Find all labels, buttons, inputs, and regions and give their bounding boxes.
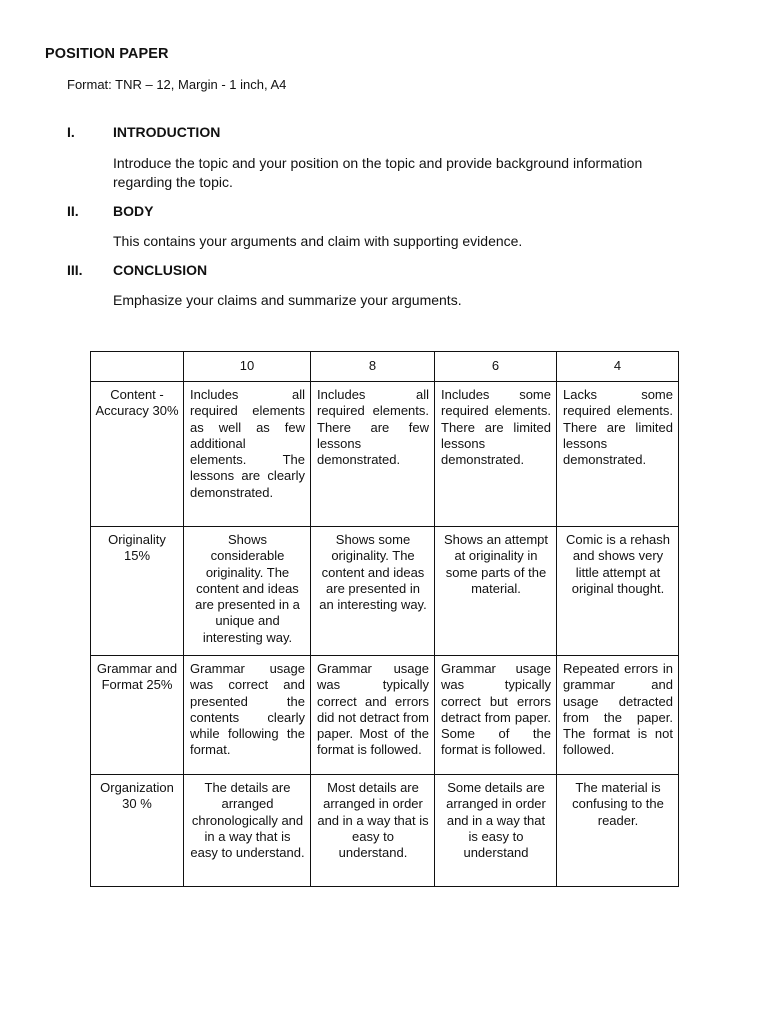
rubric-row-originality <box>91 527 679 656</box>
rubric-cell: Shows an attempt at originality in some parts of the material. <box>435 527 557 656</box>
rubric-criterion: Grammar and Format 25% <box>91 656 184 775</box>
rubric-cell: Includes all required elements as well as few additional elements. The lessons are clearly demonstrated. <box>184 382 311 527</box>
rubric-row-content-accuracy <box>91 382 679 527</box>
rubric-cell: Grammar usage was typically correct but errors detract from paper. Some of the format is followed. <box>435 656 557 775</box>
rubric-criterion: Originality 15% <box>91 527 184 656</box>
rubric-cell: Most details are arranged in order and in a way that is easy to understand. <box>311 775 435 887</box>
rubric-header-score-4: 4 <box>557 352 679 382</box>
rubric-cell: Includes some required elements. There are limited lessons demonstrated. <box>435 382 557 527</box>
format-note: Format: TNR – 12, Margin - 1 inch, A4 <box>67 77 287 92</box>
rubric-cell: Lacks some required elements. There are limited lessons demonstrated. <box>557 382 679 527</box>
rubric-table <box>90 351 679 887</box>
rubric-cell: Repeated errors in grammar and usage detracted from the paper. The format is not followed. <box>557 656 679 775</box>
rubric-row-organization <box>91 775 679 887</box>
rubric-criterion: Organization 30 % <box>91 775 184 887</box>
rubric-cell: Some details are arranged in order and in a way that is easy to understand <box>435 775 557 887</box>
rubric-cell: Shows considerable originality. The content and ideas are presented in a unique and interesting way. <box>184 527 311 656</box>
rubric-cell: Grammar usage was correct and presented the contents clearly while following the format. <box>184 656 311 775</box>
rubric-header-score-8: 8 <box>311 352 435 382</box>
rubric-criterion: Content - Accuracy 30% <box>91 382 184 527</box>
rubric-cell: Shows some originality. The content and ideas are presented in an interesting way. <box>311 527 435 656</box>
rubric-cell: Grammar usage was typically correct and errors did not detract from paper. Most of the format is followed. <box>311 656 435 775</box>
rubric-cell: The material is confusing to the reader. <box>557 775 679 887</box>
page-title: POSITION PAPER <box>45 46 169 62</box>
section-heading-conclusion: CONCLUSION <box>113 262 208 278</box>
section-body-body: This contains your arguments and claim with supporting evidence. <box>113 233 523 249</box>
rubric-header-score-6: 6 <box>435 352 557 382</box>
rubric-header-row <box>91 352 679 382</box>
section-body-conclusion: Emphasize your claims and summarize your arguments. <box>113 292 462 308</box>
section-number-conclusion: III. <box>67 262 83 278</box>
rubric-cell: Comic is a rehash and shows very little attempt at original thought. <box>557 527 679 656</box>
rubric-cell: The details are arranged chronologically and in a way that is easy to understand. <box>184 775 311 887</box>
section-body-introduction: Introduce the topic and your position on the topic and provide background information regarding the topic. <box>113 155 643 190</box>
section-heading-introduction: INTRODUCTION <box>113 124 221 140</box>
rubric-cell: Includes all required elements. There are few lessons demonstrated. <box>311 382 435 527</box>
section-number-body: II. <box>67 203 79 219</box>
rubric-header-score-10: 10 <box>184 352 311 382</box>
section-number-introduction: I. <box>67 124 75 140</box>
section-heading-body: BODY <box>113 203 154 219</box>
rubric-row-grammar-format <box>91 656 679 775</box>
rubric-header-corner <box>91 352 184 382</box>
